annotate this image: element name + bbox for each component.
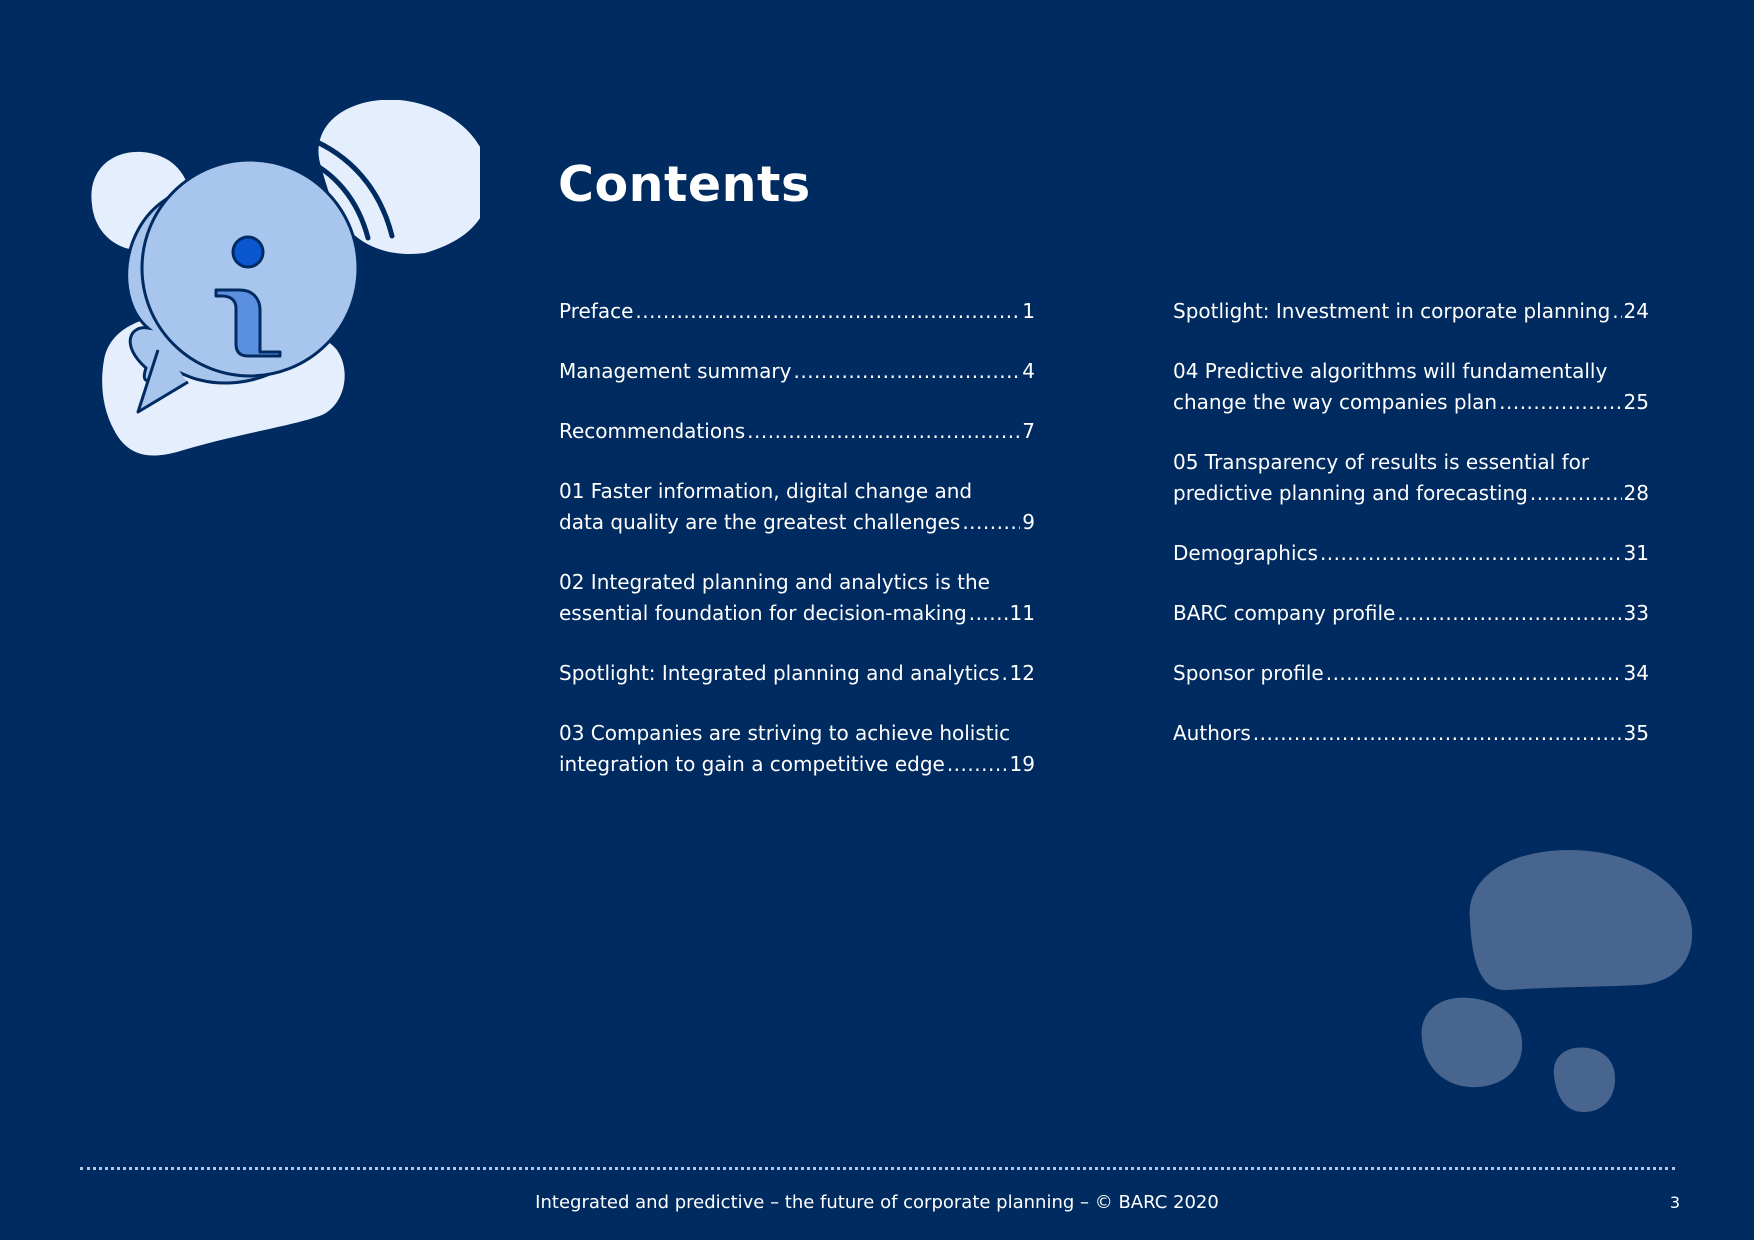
info-dot [233,237,263,267]
toc-column-left [559,296,1035,809]
toc-entry-title-line: 01 Faster information, digital change and [559,479,973,503]
toc-entry-title-line: 02 Integrated planning and analytics is the [559,570,990,594]
dot-leader [635,296,1020,327]
toc-entry-title-line: 04 Predictive algorithms will fundamentally [1173,359,1608,383]
toc-entry-title: predictive planning and forecasting [1173,481,1528,505]
toc-page-number: 7 [1022,419,1035,443]
toc-entry-title-line: 05 Transparency of results is essential for [1173,450,1590,474]
page-title: Contents [558,156,811,213]
dot-leader [1002,658,1008,689]
toc-entry-title: BARC company profile [1173,601,1396,625]
page-number: 3 [1669,1193,1680,1212]
toc-page-number: 25 [1623,390,1649,414]
toc-page-number: 28 [1623,481,1649,505]
toc-entry-title-line: 03 Companies are striving to achieve holistic [559,721,1011,745]
toc-entry-title: Spotlight: Integrated planning and analytics [559,661,1000,685]
toc-entry[interactable] [1173,538,1649,569]
dot-leader [747,416,1020,447]
toc-page-number: 19 [1009,752,1035,776]
dot-leader [1253,718,1622,749]
dot-leader [1326,658,1622,689]
dot-leader [969,598,1008,629]
toc-entry[interactable] [1173,447,1649,509]
toc-entry[interactable] [559,718,1035,780]
toc-entry-title: Management summary [559,359,792,383]
toc-page-number: 1 [1022,299,1035,323]
toc-entry[interactable] [1173,296,1649,327]
toc-page-number: 9 [1022,510,1035,534]
toc-page-number: 12 [1009,661,1035,685]
toc-page-number: 4 [1022,359,1035,383]
toc-page-number: 33 [1623,601,1649,625]
footer-text: Integrated and predictive – the future of corporate planning – © BARC 2020 [535,1192,1219,1213]
toc-entry[interactable] [1173,356,1649,418]
toc-entry-title: change the way companies plan [1173,390,1498,414]
toc-entry-title: Recommendations [559,419,746,443]
footer-divider [80,1167,1675,1170]
toc-entry-title: Demographics [1173,541,1318,565]
toc-page-number: 31 [1623,541,1649,565]
toc-entry[interactable] [559,296,1035,327]
deco-blob-medium [1422,998,1523,1088]
toc-entry-title: Spotlight: Investment in corporate planning [1173,299,1611,323]
toc-entry[interactable] [1173,598,1649,629]
deco-blob-large [1470,850,1693,990]
info-speech-bubble-icon [90,100,480,520]
toc-entry[interactable] [559,567,1035,629]
toc-entry[interactable] [559,658,1035,689]
toc-entry-title: Authors [1173,721,1251,745]
dot-leader [1397,598,1621,629]
dot-leader [1499,387,1621,418]
toc-column-right [1173,296,1649,778]
toc-entry[interactable] [559,416,1035,447]
toc-entry[interactable] [1173,658,1649,689]
toc-entry-title: data quality are the greatest challenges [559,510,961,534]
deco-blob-small [1554,1047,1615,1112]
toc-page-number: 24 [1623,299,1649,323]
toc-entry-title: Preface [559,299,634,323]
dot-leader [1530,478,1622,509]
toc-page-number: 11 [1009,601,1035,625]
toc-entry[interactable] [559,476,1035,538]
toc-entry[interactable] [1173,718,1649,749]
toc-entry-title: Sponsor profile [1173,661,1324,685]
toc-entry-title: integration to gain a competitive edge [559,752,945,776]
dot-leader [1612,296,1621,327]
toc-entry[interactable] [559,356,1035,387]
toc-entry-title: essential foundation for decision-making [559,601,967,625]
dot-leader [1320,538,1622,569]
decorative-blobs [1410,845,1700,1145]
toc-page-number: 35 [1623,721,1649,745]
toc-page-number: 34 [1623,661,1649,685]
dot-leader [962,507,1020,538]
dot-leader [793,356,1020,387]
dot-leader [947,749,1008,780]
